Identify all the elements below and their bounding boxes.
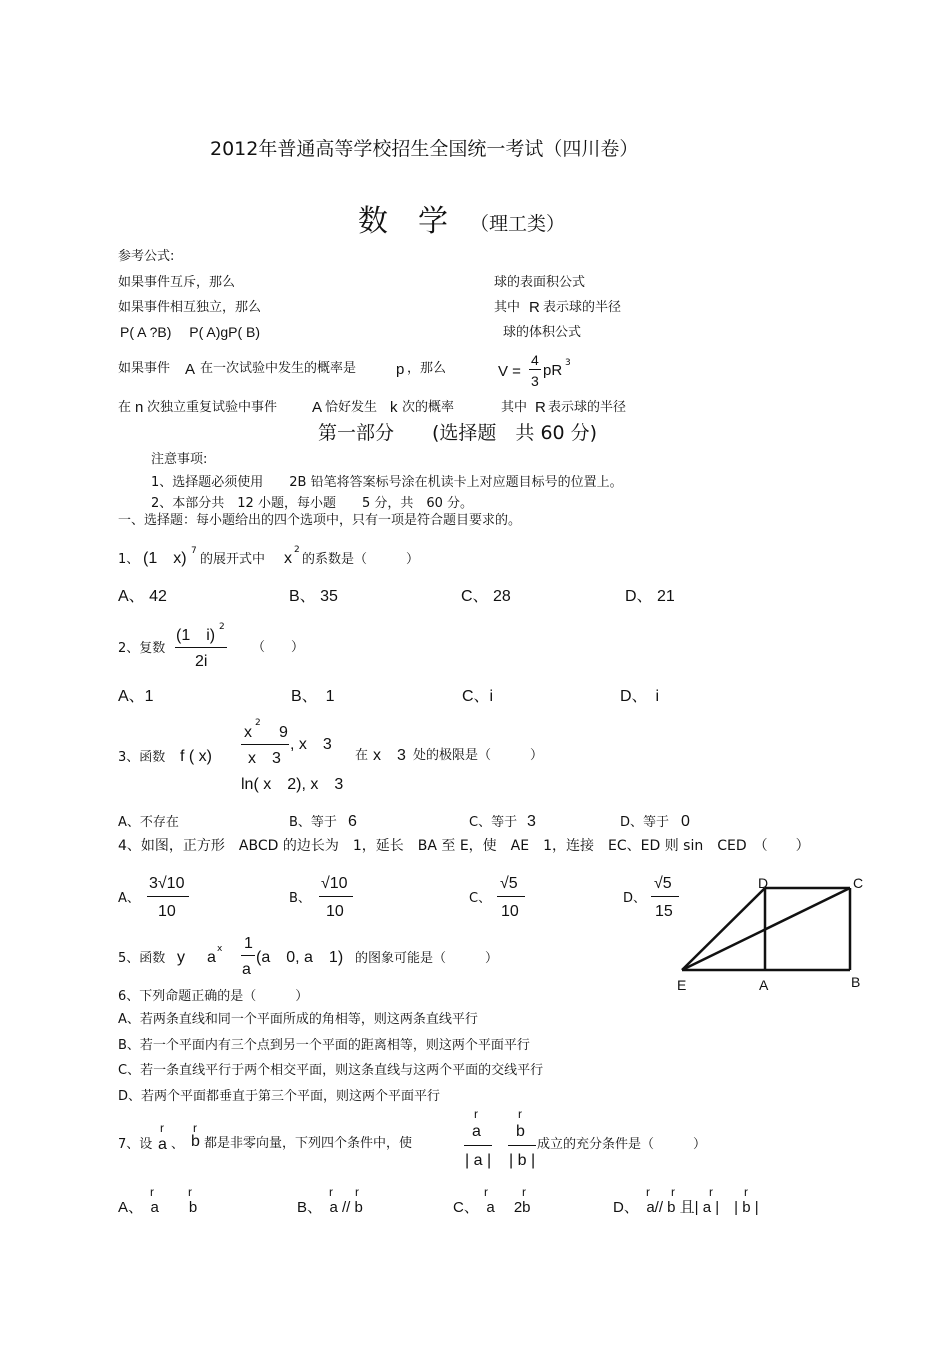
q1-tail: 的系数是（ ） xyxy=(302,552,420,567)
q7-opt-b-arrow1: r xyxy=(329,1185,333,1199)
formula-left-5f: k xyxy=(390,399,398,416)
volume-exp: 3 xyxy=(565,358,571,368)
q7-frac1-den: | a | xyxy=(465,1152,492,1169)
q7-frac1-line xyxy=(464,1145,492,1146)
q7-opt-c-arrow2: r xyxy=(522,1185,526,1199)
formula-right-2c: 表示球的半径 xyxy=(543,300,622,315)
q1-option-d[interactable]: D、 21 xyxy=(625,588,675,605)
q3-option-a[interactable]: A、不存在 xyxy=(118,815,179,830)
q5-a: a xyxy=(207,949,216,966)
q7-prefix: 7、设 xyxy=(118,1137,153,1152)
formula-left-5b: n xyxy=(135,399,144,416)
formula-right-5c: 表示球的半径 xyxy=(548,400,627,415)
q2-option-a[interactable]: A、1 xyxy=(118,688,154,705)
q4-option-c[interactable]: C、 xyxy=(469,891,492,906)
formula-right-2a: 其中 xyxy=(494,300,521,315)
q4-b-den: 10 xyxy=(326,903,344,920)
q2-den: 2i xyxy=(195,653,208,670)
formulas-heading: 参考公式: xyxy=(118,249,175,264)
q7-opt-a-arrow2: r xyxy=(188,1185,192,1199)
q3-option-b[interactable]: B、等于 xyxy=(289,815,337,830)
q5-frac-line xyxy=(241,955,255,956)
instruction: 一、选择题：每小题给出的四个选项中，只有一项是符合题目要求的。 xyxy=(118,513,522,528)
volume-frac-den: 3 xyxy=(531,373,539,389)
q7-frac1-num: a xyxy=(472,1123,481,1140)
point-E-label: E xyxy=(677,977,687,993)
formula-left-4d: p xyxy=(396,361,405,378)
q6-option-c[interactable]: C、若一条直线平行于两个相交平面，则这条直线与这两个平面的交线平行 xyxy=(118,1063,544,1078)
q1-option-c[interactable]: C、 28 xyxy=(461,588,511,605)
formula-left-5d: A xyxy=(312,399,323,416)
q4-b-num: √10 xyxy=(321,875,348,892)
formula-right-5a: 其中 xyxy=(501,400,528,415)
formula-left-5g: 次的概率 xyxy=(402,400,455,415)
q4-d-den: 15 xyxy=(655,903,673,920)
formula-left-4c: 在一次试验中发生的概率是 xyxy=(200,361,357,376)
point-C-label: C xyxy=(853,875,864,891)
q3-tail-b: x 3 xyxy=(373,747,406,764)
q7-opt-b-arrow2: r xyxy=(355,1185,359,1199)
q4-a-num: 3√10 xyxy=(149,875,185,892)
q3-fx: f ( x) xyxy=(180,748,212,765)
q7-option-d[interactable]: D、 a// b 且| a | | b | xyxy=(613,1199,759,1216)
q4-a-frac-line xyxy=(147,896,189,897)
q7-a: a xyxy=(158,1136,167,1153)
q7-opt-d-arrow2: r xyxy=(671,1185,675,1199)
q3-option-c-val: 3 xyxy=(527,813,536,830)
q4-c-num: √5 xyxy=(500,875,518,892)
q1-mid: 的展开式中 xyxy=(200,552,266,567)
q7-arrow-b: r xyxy=(193,1121,197,1135)
q4-geometry-figure xyxy=(670,870,870,1000)
q7-mid: 都是非零向量，下列四个条件中，使 xyxy=(204,1136,413,1151)
volume-frac-line xyxy=(529,369,541,370)
q1-prefix: 1、 xyxy=(118,552,140,567)
q3-tail-a: 在 xyxy=(355,748,369,763)
q3-prefix: 3、函数 xyxy=(118,750,166,765)
q7-arrow-a: r xyxy=(160,1121,164,1135)
q2-option-d[interactable]: D、 i xyxy=(620,688,660,705)
q1-x2: x xyxy=(284,550,292,567)
q1-option-b[interactable]: B、 35 xyxy=(289,588,338,605)
q3-option-b-val: 6 xyxy=(348,813,357,830)
q6-stem: 6、下列命题正确的是（ ） xyxy=(118,989,309,1004)
q3-option-d[interactable]: D、等于 xyxy=(620,815,670,830)
q4-b-frac-line xyxy=(319,896,353,897)
q7-option-b[interactable]: B、 a // b xyxy=(297,1199,363,1216)
q5-y: y xyxy=(177,949,185,966)
q5-frac-num: 1 xyxy=(244,935,253,952)
q1-exp2: 2 xyxy=(294,545,300,555)
q7-sep: 、 xyxy=(171,1137,185,1152)
q2-num-exp: 2 xyxy=(219,622,225,632)
q4-c-frac-line xyxy=(497,896,525,897)
q4-option-b[interactable]: B、 xyxy=(289,891,311,906)
q2-prefix: 2、复数 xyxy=(118,641,166,656)
q7-frac2-arrow: r xyxy=(518,1107,522,1121)
formula-right-5b: R xyxy=(535,399,546,416)
formula-left-5e: 恰好发生 xyxy=(325,400,378,415)
point-A-label: A xyxy=(759,977,769,993)
q1-exp7: 7 xyxy=(191,546,197,556)
q3-option-c[interactable]: C、等于 xyxy=(469,815,518,830)
point-B-label: B xyxy=(851,974,861,990)
formula-right-2b: R xyxy=(529,299,540,316)
q6-option-a[interactable]: A、若两条直线和同一个平面所成的角相等，则这两条直线平行 xyxy=(118,1012,478,1027)
formula-right-3: 球的体积公式 xyxy=(503,325,582,340)
formula-left-4e: ，那么 xyxy=(407,361,447,376)
q5-tail: 的图象可能是（ ） xyxy=(355,951,499,966)
q3-c2: ln( x 2), x 3 xyxy=(241,776,344,793)
q1-expr: (1 x) xyxy=(143,550,187,567)
q7-frac2-line xyxy=(508,1145,536,1146)
edge-ED xyxy=(682,888,765,970)
formula-right-1: 球的表面积公式 xyxy=(494,275,586,290)
q7-opt-d-arrow4: r xyxy=(744,1185,748,1199)
volume-frac-num: 4 xyxy=(531,352,539,368)
q4-option-a[interactable]: A、 xyxy=(118,891,140,906)
q4-option-d[interactable]: D、 xyxy=(623,891,647,906)
q4-d-num: √5 xyxy=(654,875,672,892)
note-1: 1、选择题必须使用 2B 铅笔将答案标号涂在机读卡上对应题目标号的位置上。 xyxy=(151,475,623,490)
q3-c1-den: x 3 xyxy=(248,750,281,767)
q4-stem: 4、如图，正方形 ABCD 的边长为 1，延长 BA 至 E，使 AE 1，连接 EC、ED 则 sin CED （ ） xyxy=(118,838,810,854)
q7-frac1-arrow: r xyxy=(474,1107,478,1121)
q7-opt-d-arrow1: r xyxy=(646,1185,650,1199)
point-D-label: D xyxy=(758,875,769,891)
q5-prefix: 5、函数 xyxy=(118,951,166,966)
formula-left-4a: 如果事件 xyxy=(118,361,171,376)
formula-left-5c: 次独立重复试验中事件 xyxy=(147,400,278,415)
q3-c1-num-rest: 9 xyxy=(263,724,288,741)
q7-b: b xyxy=(191,1133,200,1150)
q7-tail: 成立的充分条件是（ ） xyxy=(537,1137,707,1152)
q3-tail-c: 处的极限是（ ） xyxy=(413,748,544,763)
note-2: 2、本部分共 12 小题，每小题 5 分，共 60 分。 xyxy=(151,496,474,511)
q6-option-d[interactable]: D、若两个平面都垂直于第三个平面，则这两个平面平行 xyxy=(118,1089,441,1104)
q5-frac-den: a xyxy=(242,961,251,978)
subject-subtitle: （理工类） xyxy=(470,213,566,235)
q3-c1-num-exp: 2 xyxy=(255,718,261,728)
q7-frac2-den: | b | xyxy=(509,1152,536,1169)
formula-left-1: 如果事件互斥，那么 xyxy=(118,275,236,290)
q6-option-b[interactable]: B、若一个平面内有三个点到另一个平面的距离相等，则这两个平面平行 xyxy=(118,1038,530,1053)
q2-paren: （ ） xyxy=(252,640,305,655)
q7-opt-c-arrow1: r xyxy=(484,1185,488,1199)
q3-frac-line xyxy=(241,744,289,745)
q7-option-c[interactable]: C、 a 2b xyxy=(453,1199,531,1216)
notes-heading: 注意事项: xyxy=(151,452,208,467)
formula-left-3: P( A ?B) P( A)gP( B) xyxy=(120,324,261,340)
part1-heading: 第一部分 (选择题 共 60 分) xyxy=(318,422,598,444)
q5-cond: (a 0, a 1) xyxy=(256,949,344,966)
q7-option-a[interactable]: A、 a b xyxy=(118,1199,198,1216)
q7-opt-a-arrow1: r xyxy=(150,1185,154,1199)
subject-title: 数 学 xyxy=(358,204,448,239)
formula-left-2: 如果事件相互独立，那么 xyxy=(118,300,262,315)
q2-option-b[interactable]: B、 1 xyxy=(291,688,335,705)
volume-V: V = xyxy=(498,363,521,380)
formula-left-5a: 在 xyxy=(118,400,132,415)
exam-title: 2012年普通高等学校招生全国统一考试（四川卷） xyxy=(210,138,639,160)
volume-pR: pR xyxy=(543,362,563,379)
q3-c1-num: x xyxy=(244,724,252,741)
q4-a-den: 10 xyxy=(158,903,176,920)
q4-c-den: 10 xyxy=(501,903,519,920)
q2-num: (1 i) xyxy=(176,627,216,644)
q5-ax: x xyxy=(217,944,223,954)
q7-opt-d-arrow3: r xyxy=(709,1185,713,1199)
formula-left-4b: A xyxy=(185,361,196,378)
q1-option-a[interactable]: A、 42 xyxy=(118,588,167,605)
q7-frac2-num: b xyxy=(516,1123,525,1140)
q3-c1-cond: , x 3 xyxy=(290,736,332,753)
q3-option-d-val: 0 xyxy=(681,813,690,830)
q2-frac-line xyxy=(175,647,227,648)
q2-option-c[interactable]: C、i xyxy=(462,688,494,705)
